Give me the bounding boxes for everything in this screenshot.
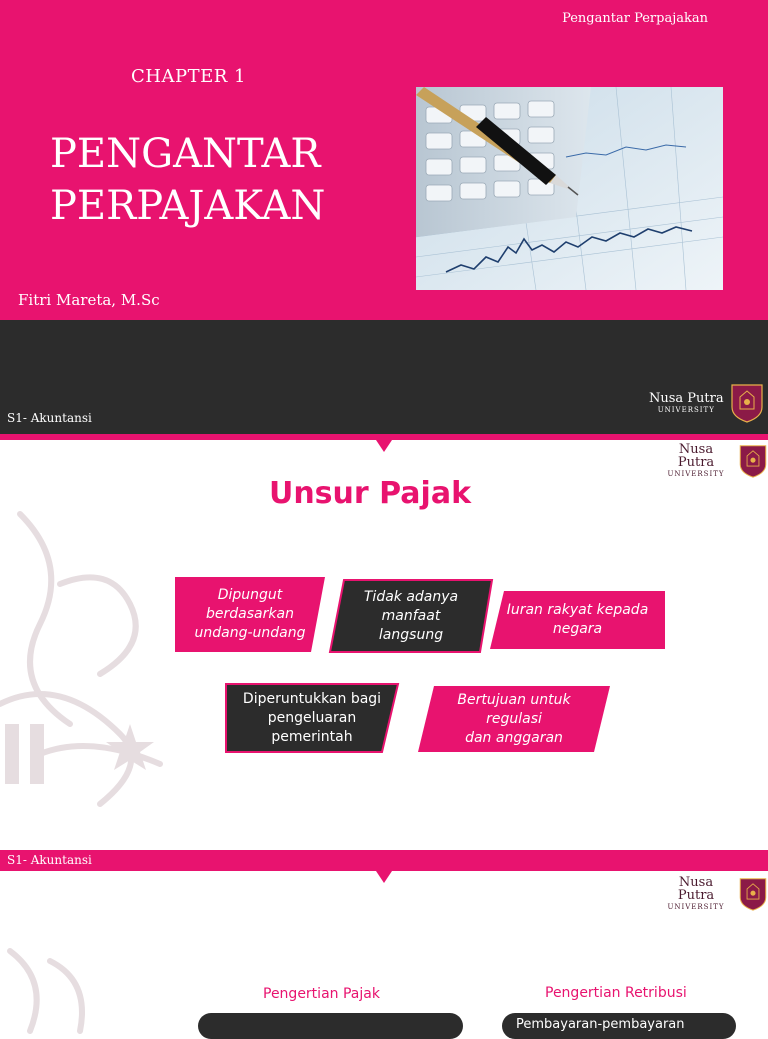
logo-subtitle: UNIVERSITY: [667, 903, 725, 911]
finance-photo: [416, 87, 723, 290]
logo-subtitle: UNIVERSITY: [657, 406, 715, 414]
logo-subtitle: UNIVERSITY: [667, 470, 725, 478]
unsur-box-4-text: Diperuntukkan bagi pengeluaran pemerintah: [242, 690, 382, 745]
title-slide: [0, 0, 768, 434]
university-crest-icon: [738, 444, 768, 478]
unsur-box-2-text: Tidak adanya manfaat langsung: [363, 588, 459, 643]
slide-title: [50, 128, 325, 232]
unsur-box-4: [226, 684, 398, 752]
university-logo-small: [660, 876, 768, 911]
pengertian-slide: [0, 871, 768, 1032]
slide-footer-text: S1- Akuntansi: [7, 853, 92, 867]
slide-title: Unsur Pajak: [268, 476, 472, 511]
slide-top-notch: [376, 440, 392, 452]
university-crest-icon: [738, 877, 768, 911]
watermark-ornament-icon: [0, 941, 110, 1031]
slide-title-line1: PENGANTAR: [50, 131, 321, 177]
slide-footer-bar: [0, 850, 768, 871]
unsur-box-1-text: Dipungut berdasarkan undang-undang: [194, 587, 306, 641]
unsur-pajak-slide: [0, 434, 768, 871]
retribusi-definition-box: Pembayaran-pembayaran: [502, 1013, 736, 1039]
heading-pengertian-pajak: Pengertian Pajak: [263, 986, 380, 1002]
heading-pengertian-retribusi: Pengertian Retribusi: [545, 985, 687, 1001]
unsur-box-3-text: Iuran rakyat kepada negara: [506, 602, 649, 637]
slide-header-text: Pengantar Perpajakan: [562, 11, 708, 26]
slide-title-line2: PERPAJAKAN: [50, 183, 326, 229]
author-name: Fitri Mareta, M.Sc: [18, 291, 160, 309]
university-crest-icon: [730, 383, 764, 423]
logo-name: Nusa Putra: [677, 442, 715, 470]
logo-name: Nusa Putra: [677, 875, 715, 903]
university-logo: [649, 383, 764, 423]
university-logo-small: [660, 443, 768, 478]
unsur-box-5: [418, 686, 610, 752]
unsur-box-1: [175, 577, 325, 652]
slide-footer-text: S1- Akuntansi: [7, 411, 92, 425]
unsur-box-5-text: Bertujuan untuk regulasi dan anggaran: [457, 691, 571, 746]
unsur-box-2: [330, 580, 492, 652]
chapter-label: CHAPTER 1: [131, 66, 246, 87]
unsur-box-3: [490, 591, 665, 649]
watermark-ornament-icon: [0, 504, 180, 824]
logo-name: Nusa Putra: [649, 391, 724, 406]
slide-top-notch: [376, 871, 392, 883]
pajak-definition-box: [198, 1013, 463, 1039]
